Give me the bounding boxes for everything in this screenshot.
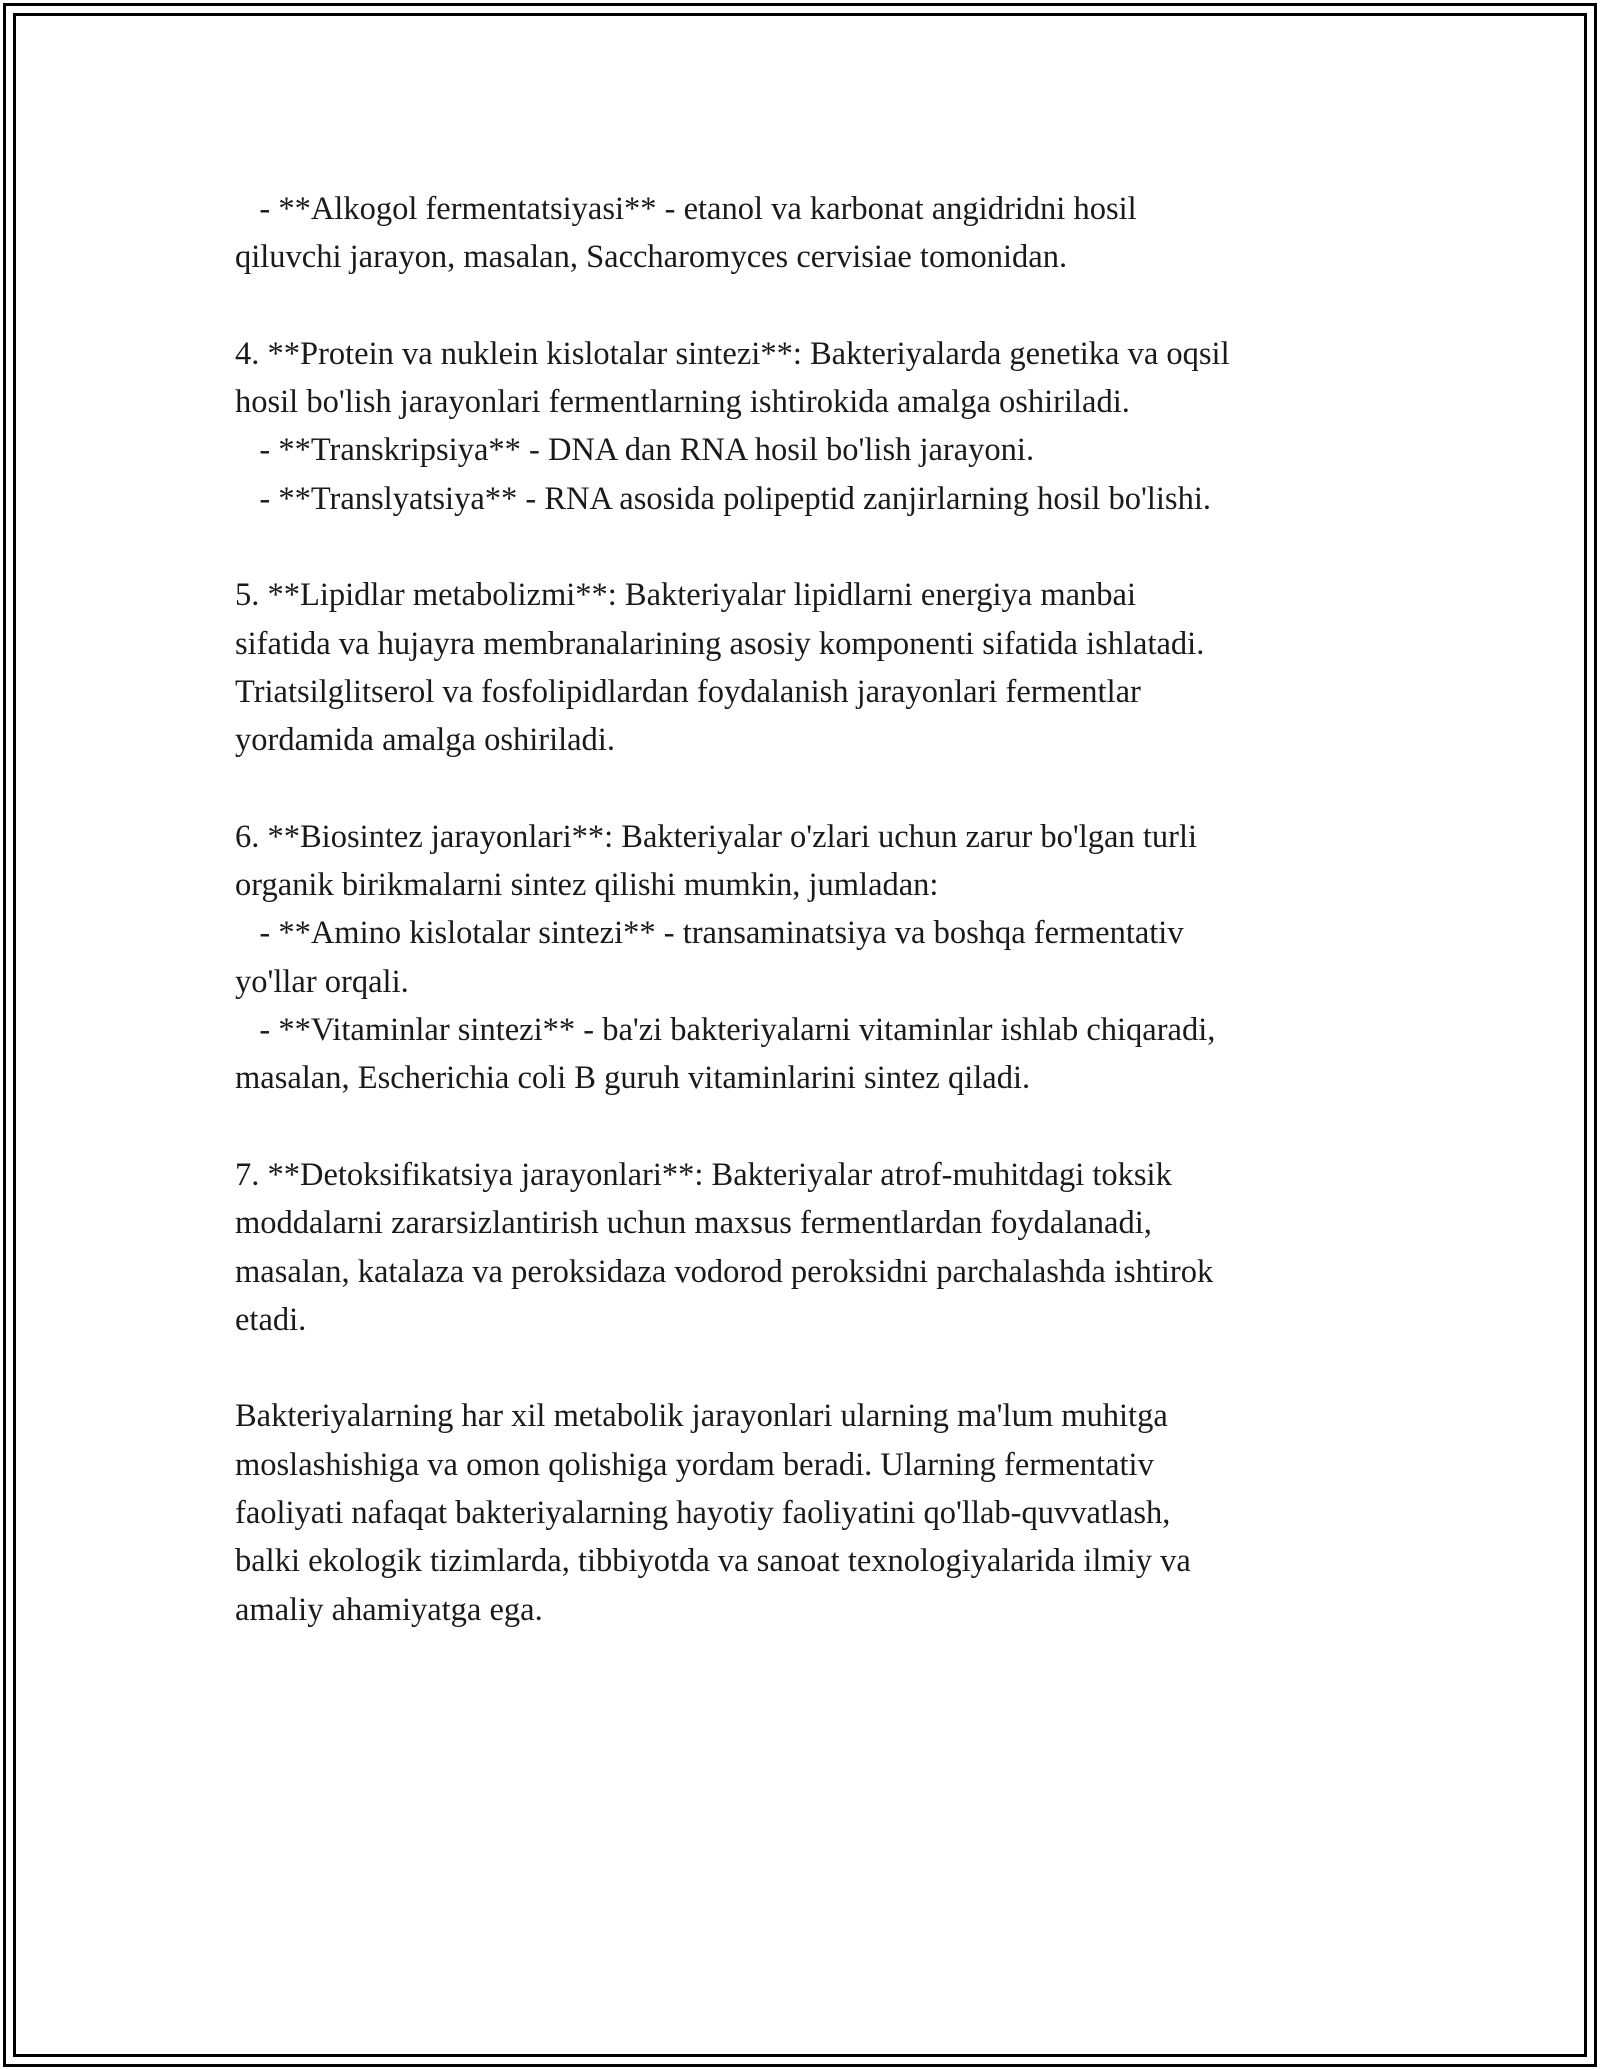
paragraph-spacer	[235, 282, 1385, 330]
text-line: masalan, Escherichia coli B guruh vitaminlarini sintez qiladi.	[235, 1060, 1031, 1097]
text-line: - **Transkripsiya** - DNA dan RNA hosil bo'lish jarayoni.	[235, 432, 1035, 469]
text-line: yo'llar orqali.	[235, 963, 409, 1000]
text-line: masalan, katalaza va peroksidaza vodorod peroksidni parchalashda ishtirok	[235, 1253, 1214, 1290]
text-line: faoliyati nafaqat bakteriyalarning hayotiy faoliyatini qo'llab-quvvatlash,	[235, 1495, 1171, 1532]
paragraph-spacer	[235, 523, 1385, 571]
document-body	[235, 185, 1385, 1634]
text-line: hosil bo'lish jarayonlari fermentlarning ishtirokida amalga oshiriladi.	[235, 384, 1130, 421]
text-line: etadi.	[235, 1301, 307, 1338]
text-line: Triatsilglitserol va fosfolipidlardan foydalanish jarayonlari fermentlar	[235, 673, 1141, 710]
text-line: 4. **Protein va nuklein kislotalar sintezi**: Bakteriyalarda genetika va oqsil	[235, 335, 1230, 372]
text-line: moddalarni zararsizlantirish uchun maxsus fermentlardan foydalanadi,	[235, 1205, 1152, 1242]
text-line: qiluvchi jarayon, masalan, Saccharomyces cervisiae tomonidan.	[235, 239, 1068, 276]
text-line: organik birikmalarni sintez qilishi mumkin, jumladan:	[235, 867, 939, 904]
text-line: moslashishiga va omon qolishiga yordam beradi. Ularning fermentativ	[235, 1446, 1154, 1483]
text-line: - **Vitaminlar sintezi** - ba'zi bakteriyalarni vitaminlar ishlab chiqaradi,	[235, 1012, 1216, 1049]
text-line: - **Amino kislotalar sintezi** - transaminatsiya va boshqa fermentativ	[235, 915, 1184, 952]
text-line: - **Alkogol fermentatsiyasi** - etanol va karbonat angidridni hosil	[235, 191, 1137, 227]
text-line: yordamida amalga oshiriladi.	[235, 722, 615, 759]
text-line: - **Translyatsiya** - RNA asosida polipeptid zanjirlarning hosil bo'lishi.	[235, 480, 1211, 517]
paragraph-spacer	[235, 1344, 1385, 1392]
text-line: sifatida va hujayra membranalarining asosiy komponenti sifatida ishlatadi.	[235, 625, 1205, 662]
text-line: amaliy ahamiyatga ega.	[235, 1591, 543, 1628]
text-line: 6. **Biosintez jarayonlari**: Bakteriyalar o'zlari uchun zarur bo'lgan turli	[235, 818, 1198, 855]
text-line: 5. **Lipidlar metabolizmi**: Bakteriyalar lipidlarni energiya manbai	[235, 577, 1137, 614]
paragraph-spacer	[235, 765, 1385, 813]
text-line: balki ekologik tizimlarda, tibbiyotda va sanoat texnologiyalarida ilmiy va	[235, 1543, 1191, 1580]
text-line: 7. **Detoksifikatsiya jarayonlari**: Bakteriyalar atrof-muhitdagi toksik	[235, 1156, 1172, 1193]
paragraph-spacer	[235, 1103, 1385, 1151]
paragraph-conclusion	[235, 1392, 1385, 1633]
paragraph-protein-sintezi	[235, 330, 1385, 523]
paragraph-detoksifikatsiya	[235, 1151, 1385, 1344]
paragraph-alkogol-fermentatsiyasi	[235, 185, 1385, 282]
text-line: Bakteriyalarning har xil metabolik jarayonlari ularning ma'lum muhitga	[235, 1398, 1168, 1435]
paragraph-biosintez-jarayonlari	[235, 813, 1385, 1103]
paragraph-lipidlar-metabolizmi	[235, 571, 1385, 764]
